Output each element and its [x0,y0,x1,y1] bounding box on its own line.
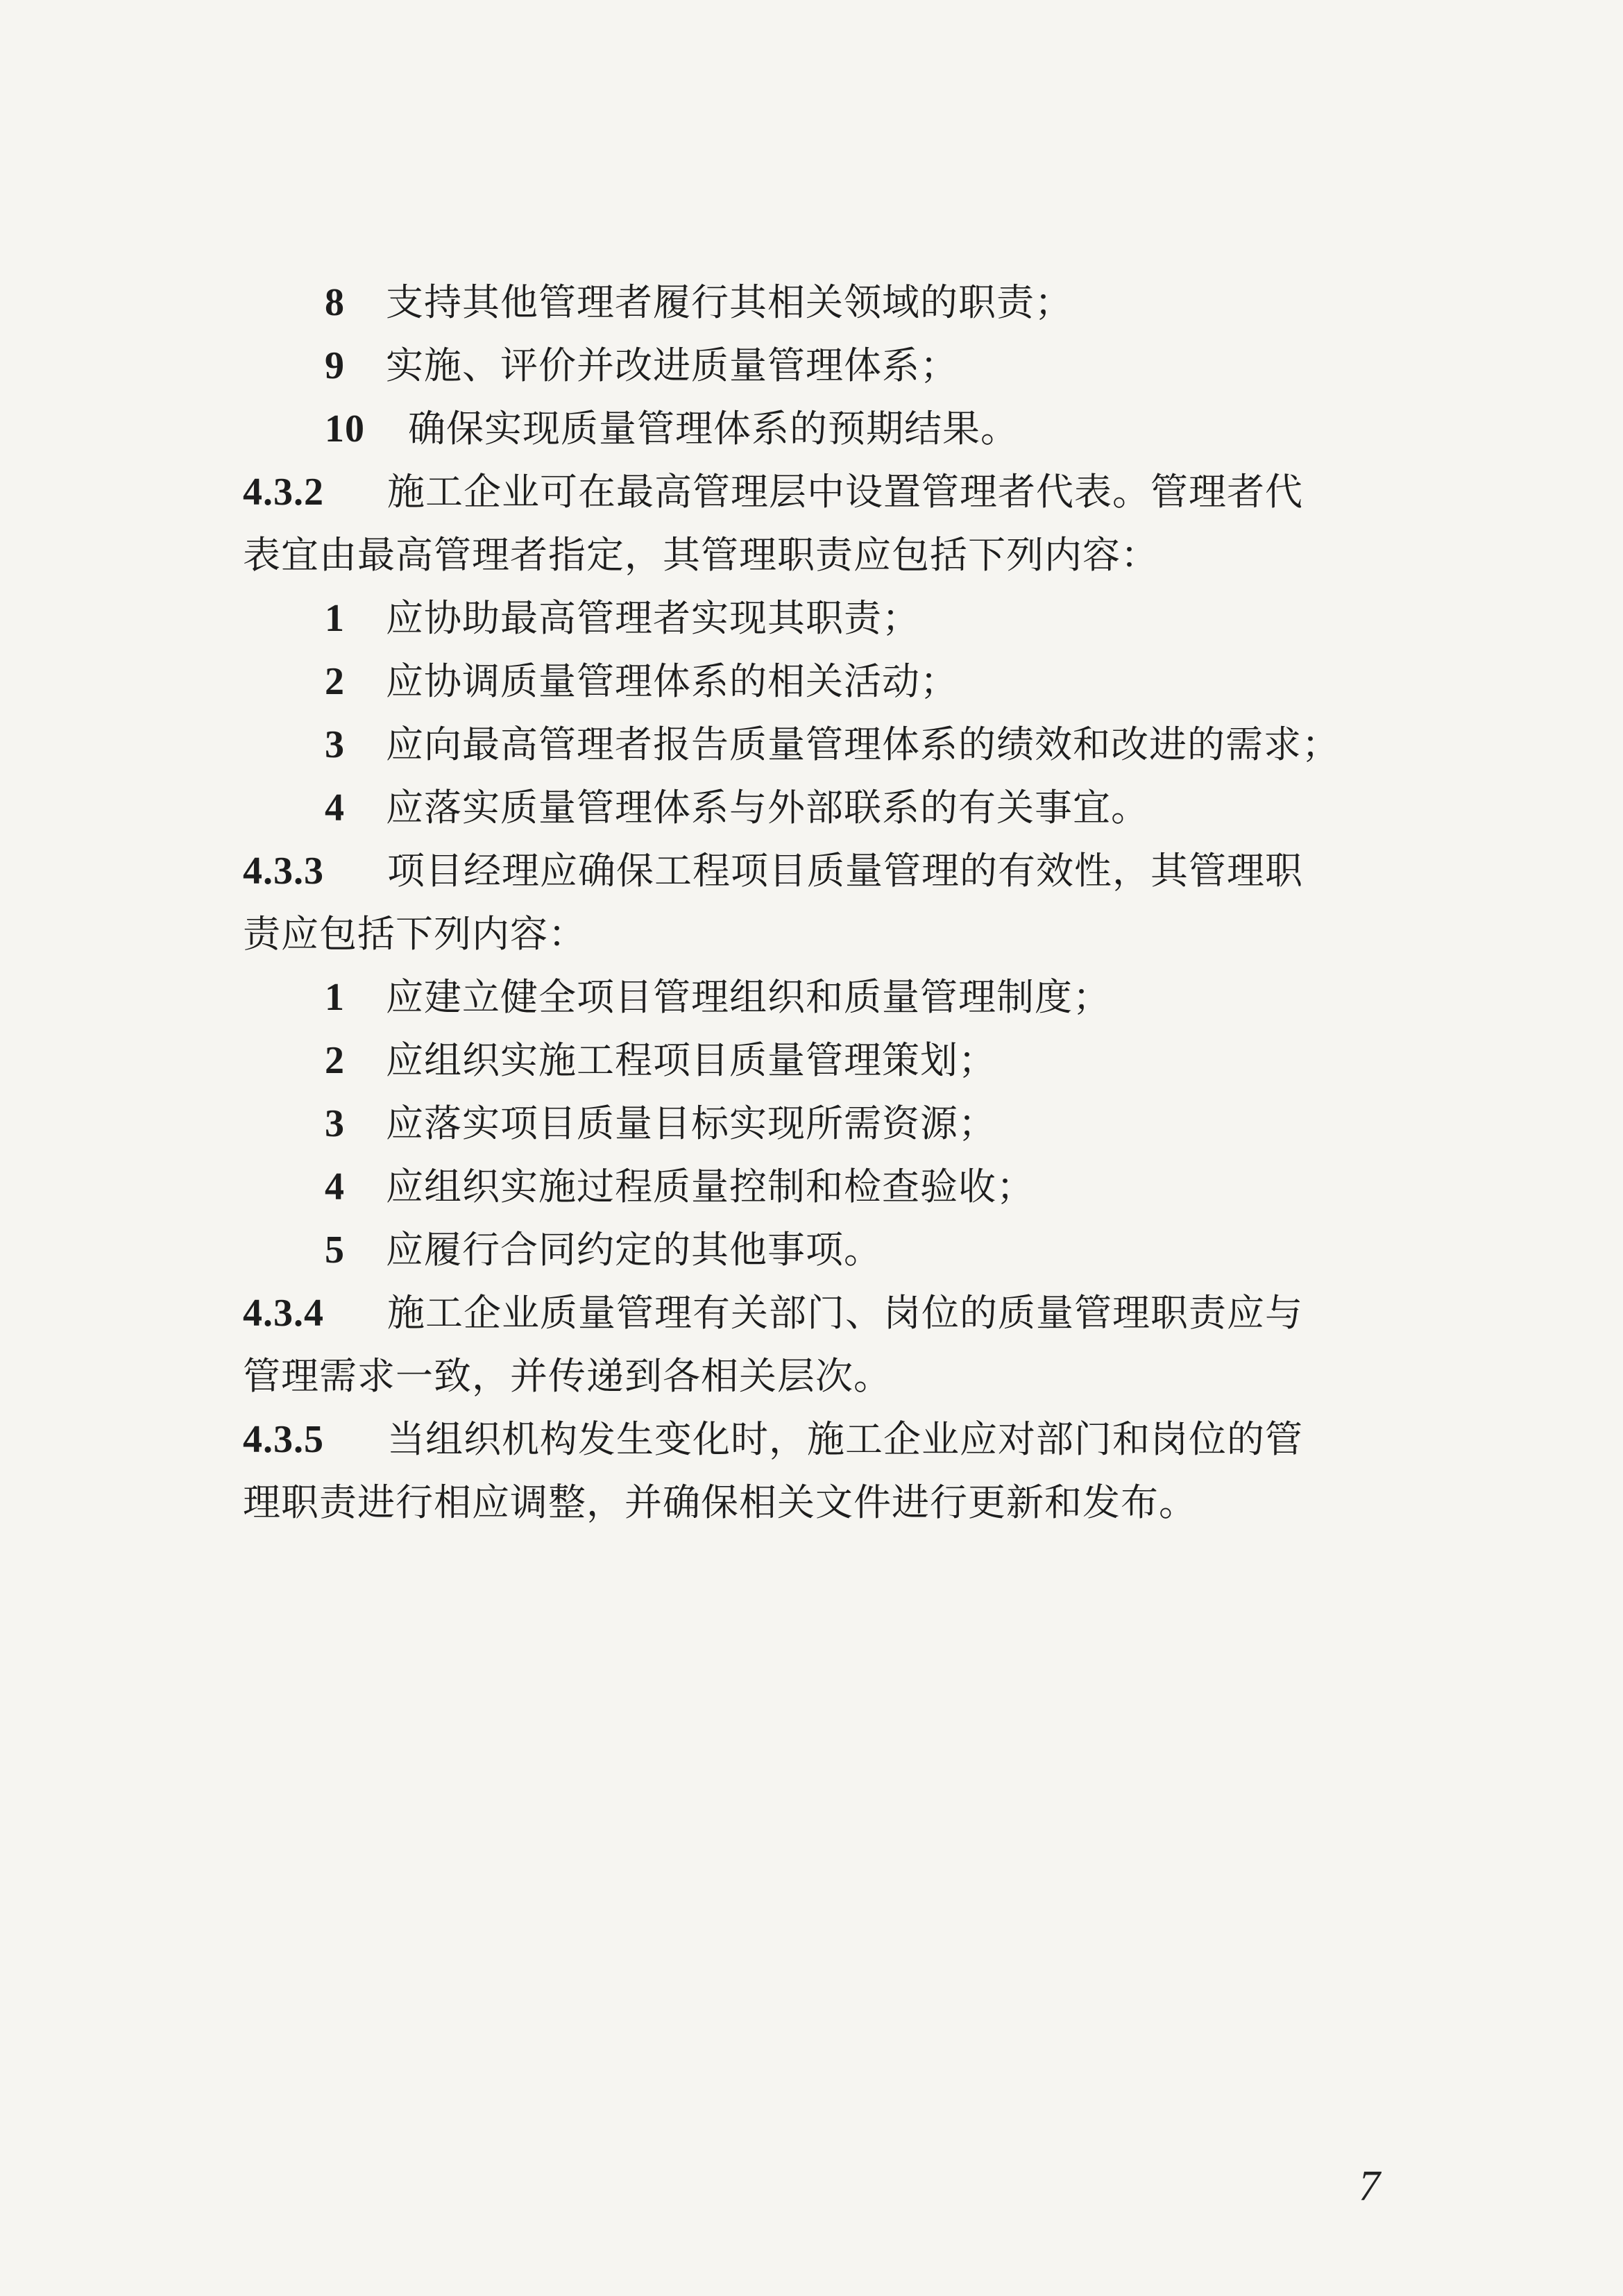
section-text: 施工企业质量管理有关部门、岗位的质量管理职责应与 [387,1291,1303,1335]
item-number: 2 [325,1039,345,1082]
item-text: 应建立健全项目管理组织和质量管理制度； [386,975,1111,1019]
item-number: 3 [325,723,345,766]
section-text: 当组织机构发生变化时，施工企业应对部门和岗位的管 [387,1417,1303,1461]
item-text: 支持其他管理者履行其相关领域的职责； [386,280,1073,324]
list-item [243,397,1429,460]
section-text: 管理需求一致，并传递到各相关层次。 [243,1354,892,1398]
page-content [243,271,1429,1534]
item-number: 5 [325,1229,345,1272]
list-item [243,1092,1429,1155]
item-text: 确保实现质量管理体系的预期结果。 [408,407,1019,450]
section-4-3-5-line2 [243,1471,1429,1534]
item-text: 应组织实施过程质量控制和检查验收； [386,1165,1035,1208]
section-number: 4.3.3 [243,850,324,893]
section-number: 4.3.5 [243,1418,324,1461]
section-4-3-2-line1 [243,460,1429,523]
section-text: 表宜由最高管理者指定，其管理职责应包括下列内容： [243,533,1159,577]
list-item [243,1155,1429,1218]
item-number: 1 [325,597,345,640]
item-number: 10 [325,407,365,450]
item-text: 应协助最高管理者实现其职责； [386,596,920,640]
list-item [243,713,1429,776]
item-text: 应落实项目质量目标实现所需资源； [386,1101,996,1145]
item-text: 应协调质量管理体系的相关活动； [386,659,958,703]
item-text: 实施、评价并改进质量管理体系； [386,344,958,387]
item-number: 2 [325,660,345,703]
item-number: 4 [325,786,345,829]
item-number: 1 [325,976,345,1019]
list-item [243,586,1429,650]
list-item [243,1218,1429,1281]
item-text: 应履行合同约定的其他事项。 [386,1228,882,1272]
section-number: 4.3.2 [243,471,324,514]
section-4-3-3-line2 [243,902,1429,965]
section-text: 项目经理应确保工程项目质量管理的有效性，其管理职 [387,849,1303,893]
list-item [243,650,1429,713]
item-number: 9 [325,344,345,387]
section-4-3-4-line2 [243,1344,1429,1408]
item-number: 8 [325,281,345,324]
item-number: 4 [325,1165,345,1208]
page-number: 7 [1359,2163,1380,2210]
list-item [243,776,1429,839]
item-text: 应向最高管理者报告质量管理体系的绩效和改进的需求； [386,723,1340,766]
section-4-3-3-line1 [243,839,1429,902]
section-4-3-2-line2 [243,523,1429,586]
section-text: 理职责进行相应调整，并确保相关文件进行更新和发布。 [243,1480,1197,1524]
section-text: 责应包括下列内容： [243,912,586,956]
list-item [243,1029,1429,1092]
item-text: 应落实质量管理体系与外部联系的有关事宜。 [386,786,1149,829]
list-item [243,271,1429,334]
section-text: 施工企业可在最高管理层中设置管理者代表。管理者代 [387,470,1303,514]
list-item [243,965,1429,1029]
section-4-3-4-line1 [243,1281,1429,1344]
item-number: 3 [325,1102,345,1145]
section-4-3-5-line1 [243,1408,1429,1471]
list-item [243,334,1429,397]
section-number: 4.3.4 [243,1292,324,1335]
item-text: 应组织实施工程项目质量管理策划； [386,1038,996,1082]
